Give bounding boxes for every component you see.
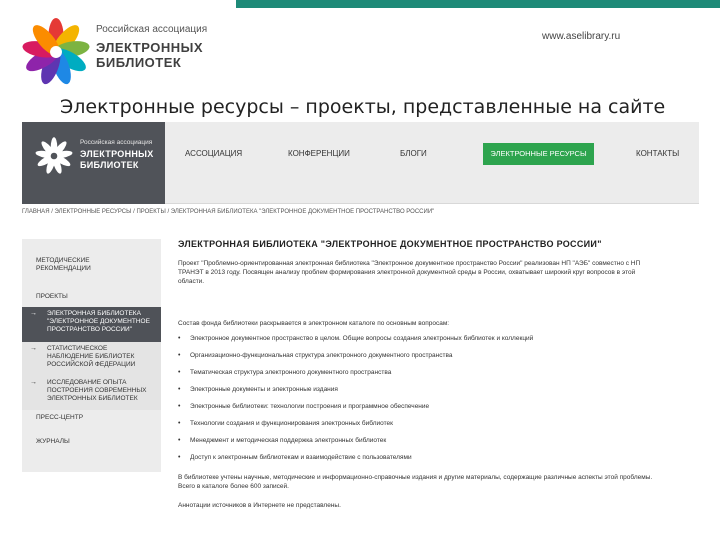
site-org-subtitle: Российская ассоциация	[80, 139, 153, 146]
intro-line-2: ТРАНЭТ в 2013 году. Посвящен анализу проблем формирования электронной документной среды в России, охватывает широкий круг вопросов в этой	[178, 269, 636, 276]
top-accent-bar	[236, 0, 720, 8]
breadcrumb[interactable]: ГЛАВНАЯ / ЭЛЕКТРОННЫЕ РЕСУРСЫ / ПРОЕКТЫ / ЭЛЕКТРОННАЯ БИБЛИОТЕКА "ЭЛЕКТРОННОЕ ДОКУМЕНТНОЕ ПРОСТРАНСТВО РОССИИ"	[22, 209, 435, 215]
site-logo-icon	[32, 134, 76, 178]
sub-1-line-1: ЭЛЕКТРОННАЯ БИБЛИОТЕКА	[47, 310, 141, 317]
sidebar-sub-research[interactable]	[22, 376, 161, 410]
annotations-note: Аннотации источников в Интернете не представлены.	[178, 502, 341, 509]
slide-org-name	[96, 24, 246, 70]
arrow-right-icon: →	[30, 345, 37, 352]
org-subtitle: Российская ассоциация	[96, 24, 208, 35]
intro-line-1: Проект "Проблемно-ориентированная электронная библиотека "Электронное документное пространство России" реализован НП "АЭБ" совместно с НП	[178, 260, 641, 267]
sidebar-sub-statistics[interactable]	[22, 342, 161, 376]
sidebar-item-press-center[interactable]: ПРЕСС-ЦЕНТР	[36, 414, 84, 421]
content-title: ЭЛЕКТРОННАЯ БИБЛИОТЕКА "ЭЛЕКТРОННОЕ ДОКУМЕНТНОЕ ПРОСТРАНСТВО РОССИИ"	[178, 239, 602, 249]
aeb-logo-icon	[22, 18, 90, 86]
nav-electronic-resources[interactable]: ЭЛЕКТРОННЫЕ РЕСУРСЫ	[483, 143, 594, 165]
list-item: • Электронные библиотеки: технологии построения и программное обеспечение	[178, 403, 694, 420]
sub-2-line-1: СТАТИСТИЧЕСКОЕ	[47, 345, 108, 352]
main-content	[178, 239, 694, 509]
site-header	[22, 122, 699, 204]
sub-3-line-2: ПОСТРОЕНИЯ СОВРЕМЕННЫХ	[47, 387, 147, 394]
sub-2-line-2: НАБЛЮДЕНИЕ БИБЛИОТЕК	[47, 353, 135, 360]
sidebar-item-journals[interactable]: ЖУРНАЛЫ	[36, 438, 70, 445]
org-line-1: ЭЛЕКТРОННЫХ	[96, 40, 204, 55]
sub-3-line-3: ЭЛЕКТРОННЫХ БИБЛИОТЕК	[47, 395, 138, 402]
sidebar-item-projects[interactable]: ПРОЕКТЫ	[36, 293, 68, 300]
list-item: • Электронное документное пространство в целом. Общие вопросы создания электронных библиотек и коллекций	[178, 335, 694, 352]
sidebar-item-guidelines[interactable]	[36, 257, 91, 273]
intro-paragraph	[178, 259, 694, 286]
sidebar-item-guidelines-line-1: МЕТОДИЧЕСКИЕ	[36, 257, 90, 264]
nav-conferences[interactable]: КОНФЕРЕНЦИИ	[288, 149, 350, 158]
sub-1-line-2: "ЭЛЕКТРОННОЕ ДОКУМЕНТНОЕ	[47, 318, 150, 325]
intro-line-3: области.	[178, 278, 205, 285]
list-item: • Менеджмент и методическая поддержка электронных библиотек	[178, 437, 694, 454]
list-item: • Доступ к электронным библиотекам и взаимодействие с пользователями	[178, 454, 694, 471]
nav-contacts[interactable]: КОНТАКТЫ	[636, 149, 680, 158]
summary-paragraph	[178, 473, 694, 491]
sub-1-line-3: ПРОСТРАНСТВО РОССИИ"	[47, 326, 133, 333]
arrow-right-icon: →	[30, 310, 37, 317]
sidebar-item-guidelines-line-2: РЕКОМЕНДАЦИИ	[36, 265, 91, 272]
sidebar-sub-electronic-library[interactable]	[22, 307, 161, 342]
site-url[interactable]: www.aselibrary.ru	[542, 31, 621, 42]
list-item: • Организационно-функциональная структура электронного документного пространства	[178, 352, 694, 369]
list-item: • Электронные документы и электронные издания	[178, 386, 694, 403]
sub-2-line-3: РОССИЙСКОЙ ФЕДЕРАЦИИ	[47, 361, 136, 368]
arrow-right-icon: →	[30, 379, 37, 386]
summary-line-1: В библиотеке учтены научные, методические и информационно-справочные издания и другие материалы, содержащие различные аспекты этой проблемы.	[178, 474, 653, 481]
summary-line-2: Всего в каталоге более 600 записей.	[178, 483, 289, 490]
topic-list	[178, 335, 694, 471]
slide-title: Электронные ресурсы – проекты, представленные на сайте	[60, 96, 666, 118]
website-screenshot	[22, 122, 699, 509]
sub-3-line-1: ИССЛЕДОВАНИЕ ОПЫТА	[47, 379, 127, 386]
sidebar	[22, 239, 161, 472]
list-item: • Технологии создания и функционирования электронных библиотек	[178, 420, 694, 437]
nav-blogs[interactable]: БЛОГИ	[400, 149, 427, 158]
nav-association[interactable]: АССОЦИАЦИЯ	[185, 149, 243, 158]
list-item: • Тематическая структура электронного документного пространства	[178, 369, 694, 386]
site-logo-box[interactable]	[22, 122, 165, 204]
org-line-2: БИБЛИОТЕК	[96, 55, 182, 70]
site-org-name	[80, 139, 154, 171]
site-org-line-2: БИБЛИОТЕК	[80, 160, 139, 170]
catalog-paragraph: Состав фонда библиотеки раскрывается в электронном каталоге по основным вопросам:	[178, 320, 450, 327]
site-org-line-1: ЭЛЕКТРОННЫХ	[80, 149, 154, 159]
